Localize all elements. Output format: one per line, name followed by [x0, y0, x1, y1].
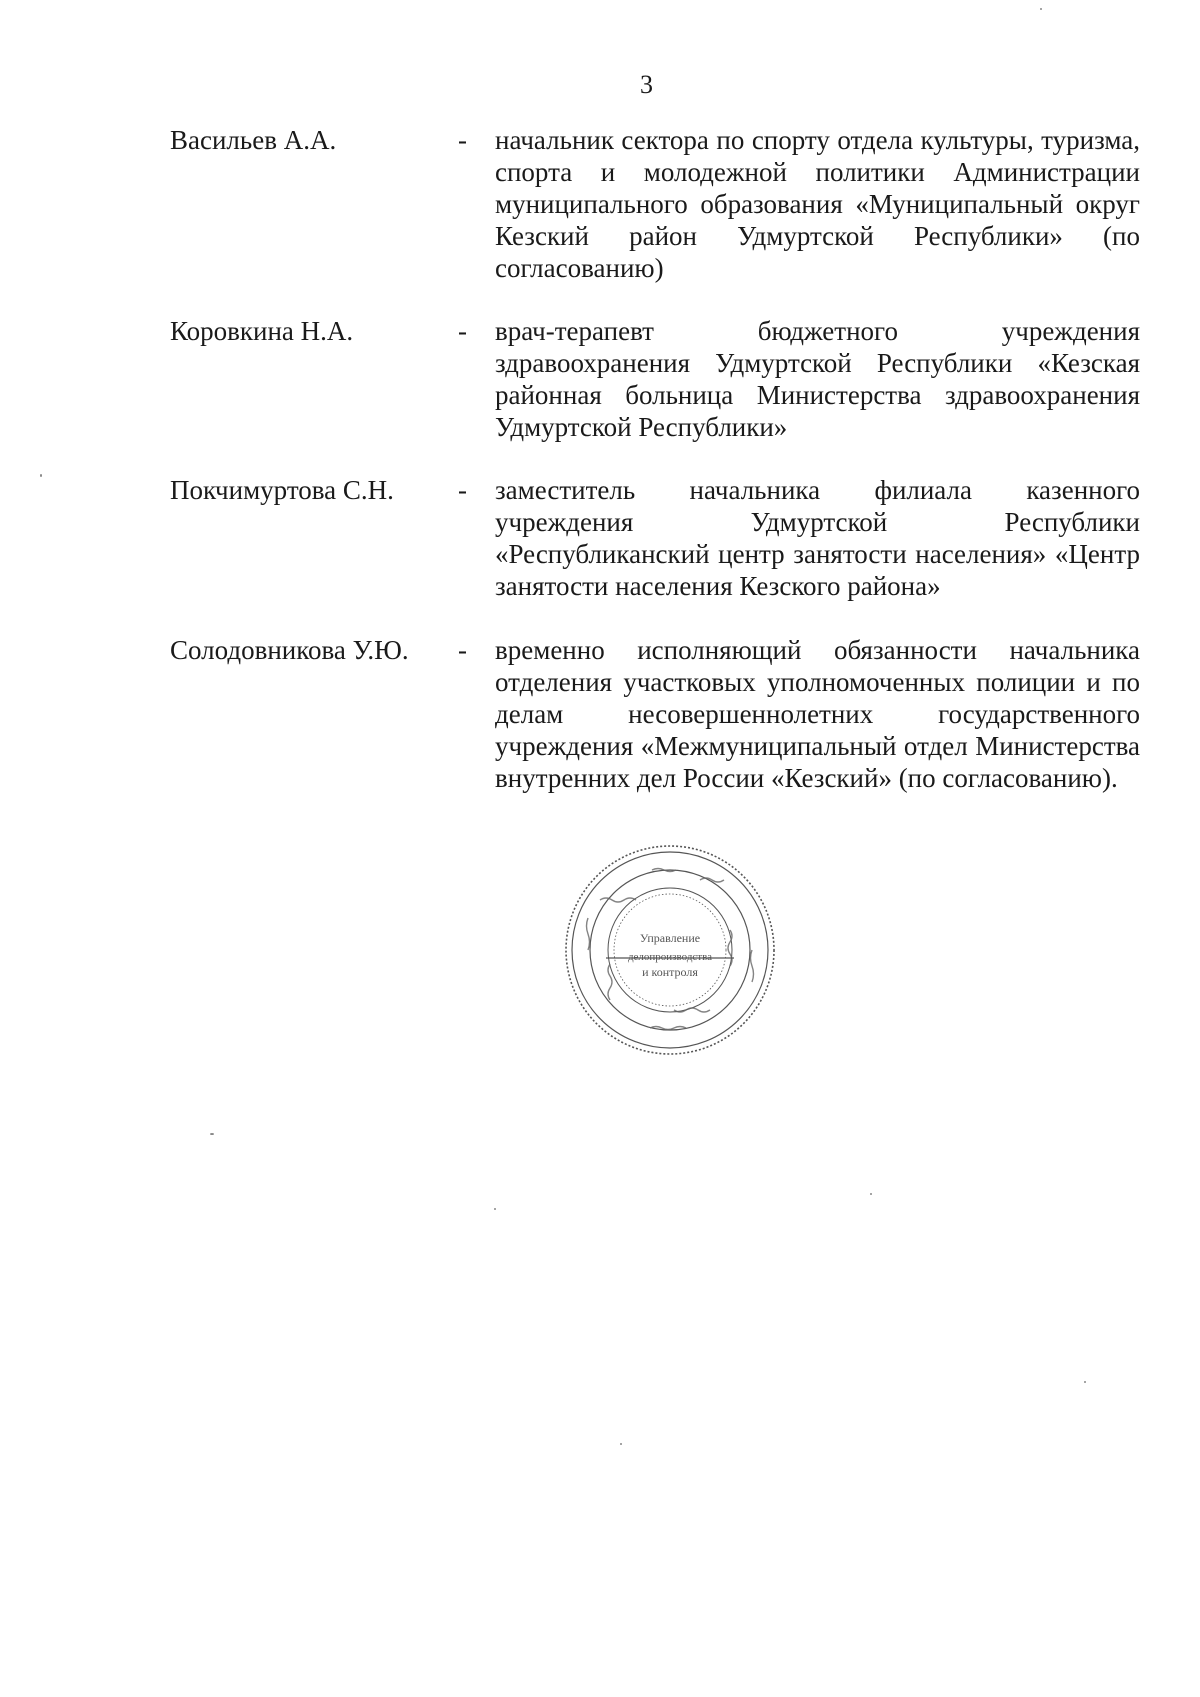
member-name: Коровкина Н.А.: [170, 316, 354, 346]
member-position: заместитель начальника филиала казенного учреждения Удмуртской Республики «Республиканский центр занятости населения» «Центр занятости населения Кезского района»: [495, 475, 1140, 601]
scan-speck: [494, 1208, 496, 1210]
scan-speck: [1040, 8, 1042, 10]
dash-separator: -: [458, 635, 467, 665]
scan-speck: [40, 474, 42, 477]
seal-graphic: [560, 840, 780, 1060]
member-position: временно исполняющий обязанности начальника отделения участковых уполномоченных полиции и по делам несовершеннолетних государственного учреждения «Межмуниципальный отдел Министерства внутренних дел России «Кезский» (по согласованию).: [495, 635, 1140, 793]
scan-speck: [1084, 1381, 1086, 1383]
member-name: Солодовникова У.Ю.: [170, 635, 409, 665]
page-number: 3: [640, 70, 653, 99]
seal-line-3: и контроля: [642, 965, 698, 979]
scan-speck: [870, 1193, 872, 1195]
seal-line-1: Управление: [639, 931, 701, 945]
scan-speck: [620, 1443, 622, 1445]
scan-speck: [210, 1133, 214, 1135]
dash-separator: -: [458, 316, 467, 346]
dash-separator: -: [458, 475, 467, 505]
member-name: Васильев А.А.: [170, 125, 337, 155]
member-name: Покчимуртова С.Н.: [170, 475, 394, 505]
dash-separator: -: [458, 125, 467, 155]
seal-line-2: делопроизводства: [627, 951, 713, 963]
member-position: врач-терапевт бюджетного учреждения здравоохранения Удмуртской Республики «Кезская районная больница Министерства здравоохранения Удмуртской Республики»: [495, 316, 1140, 442]
round-seal-icon: [560, 840, 780, 1060]
member-position: начальник сектора по спорту отдела культуры, туризма, спорта и молодежной политики Администрации муниципального образования «Муниципальный округ Кезский район Удмуртской Республики» (по согласованию): [495, 125, 1140, 283]
